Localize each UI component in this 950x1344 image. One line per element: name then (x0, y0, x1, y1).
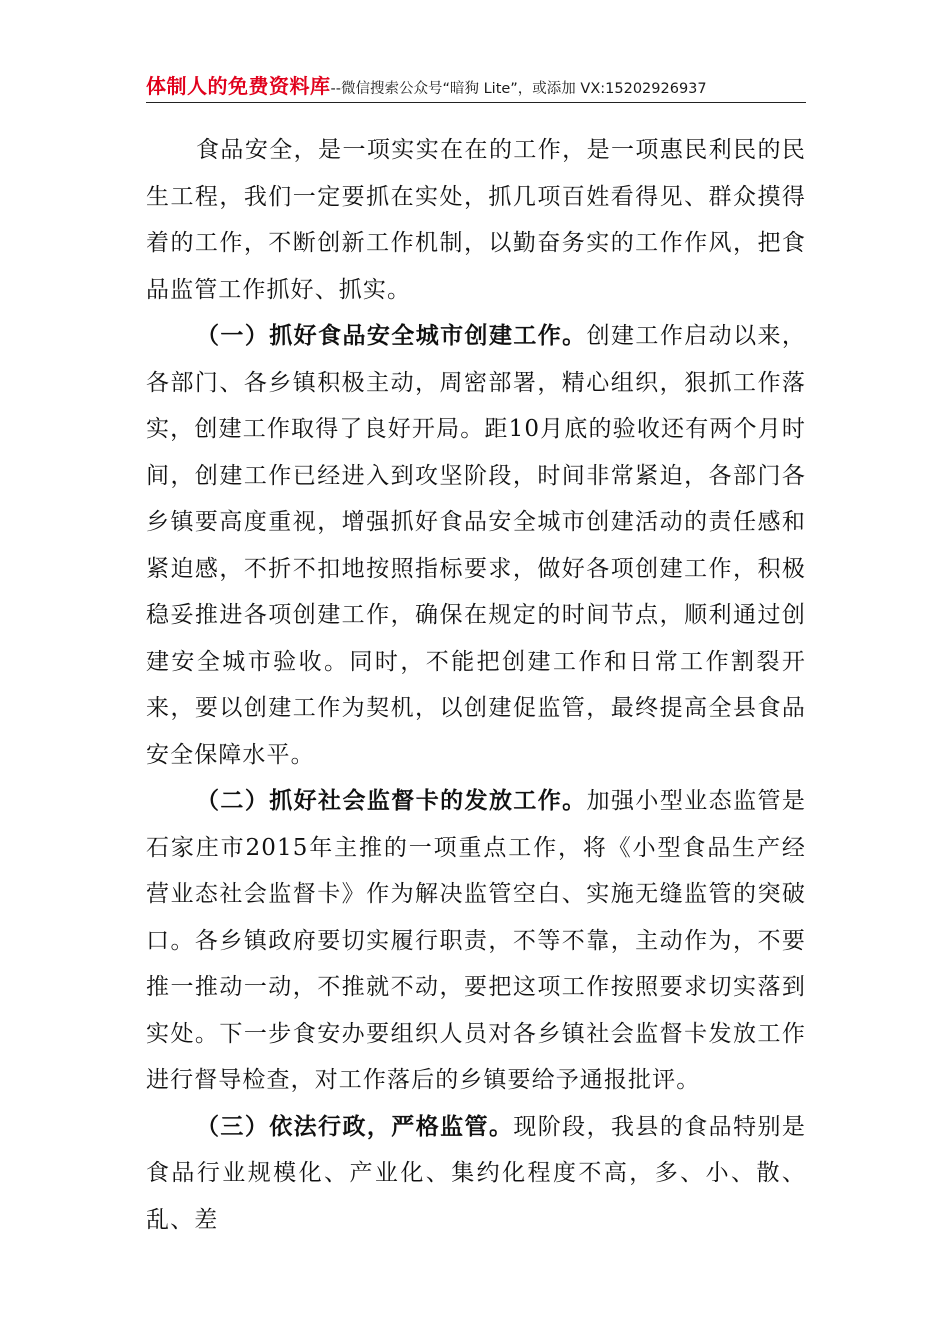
paragraph-text: 食品安全，是一项实实在在的工作，是一项惠民利民的民生工程，我们一定要抓在实处，抓几项百姓看得见、群众摸得着的工作，不断创新工作机制，以勤奋务实的工作作风，把食品监管工作抓好、抓实。 (146, 137, 806, 303)
paragraph-section-2 (146, 778, 806, 1104)
paragraph-text: 加强小型业态监管是石家庄市2015年主推的一项重点工作，将《小型食品生产经营业态社会监督卡》作为解决监管空白、实施无缝监管的突破口。各乡镇政府要切实履行职责，不等不靠，主动作为，不要推一推动一动，不推就不动，要把这项工作按照要求切实落到实处。下一步食安办要组织人员对各乡镇社会监督卡发放工作进行督导检查，对工作落后的乡镇要给予通报批评。 (146, 788, 806, 1093)
section-heading: （三）依法行政，严格监管。 (196, 1113, 514, 1140)
paragraph-section-3 (146, 1104, 806, 1244)
paragraph-section-1 (146, 313, 806, 778)
paragraph-text: 现阶段，我县的食品特别是食品行业规模化、产业化、集约化程度不高，多、小、散、乱、差 (146, 1113, 806, 1233)
paragraph-text: 创建工作启动以来，各部门、各乡镇积极主动，周密部署，精心组织，狠抓工作落实，创建工作取得了良好开局。距10月底的验收还有两个月时间，创建工作已经进入到攻坚阶段，时间非常紧迫，各部门各乡镇要高度重视，增强抓好食品安全城市创建活动的责任感和紧迫感，不折不扣地按照指标要求，做好各项创建工作，积极稳妥推进各项创建工作，确保在规定的时间节点，顺利通过创建安全城市验收。同时，不能把创建工作和日常工作割裂开来，要以创建工作为契机，以创建促监管，最终提高全县食品安全保障水平。 (146, 323, 806, 768)
paragraph-intro (146, 127, 806, 313)
page-header (146, 72, 806, 103)
section-heading: （一）抓好食品安全城市创建工作。 (196, 323, 587, 349)
document-body (146, 127, 806, 1243)
header-note: --微信搜索公众号“暗狗 Lite”，或添加 VX:15202926937 (330, 81, 707, 97)
header-brand: 体制人的免费资料库 (146, 74, 331, 98)
header-divider (146, 102, 806, 103)
section-heading: （二）抓好社会监督卡的发放工作。 (196, 788, 587, 814)
